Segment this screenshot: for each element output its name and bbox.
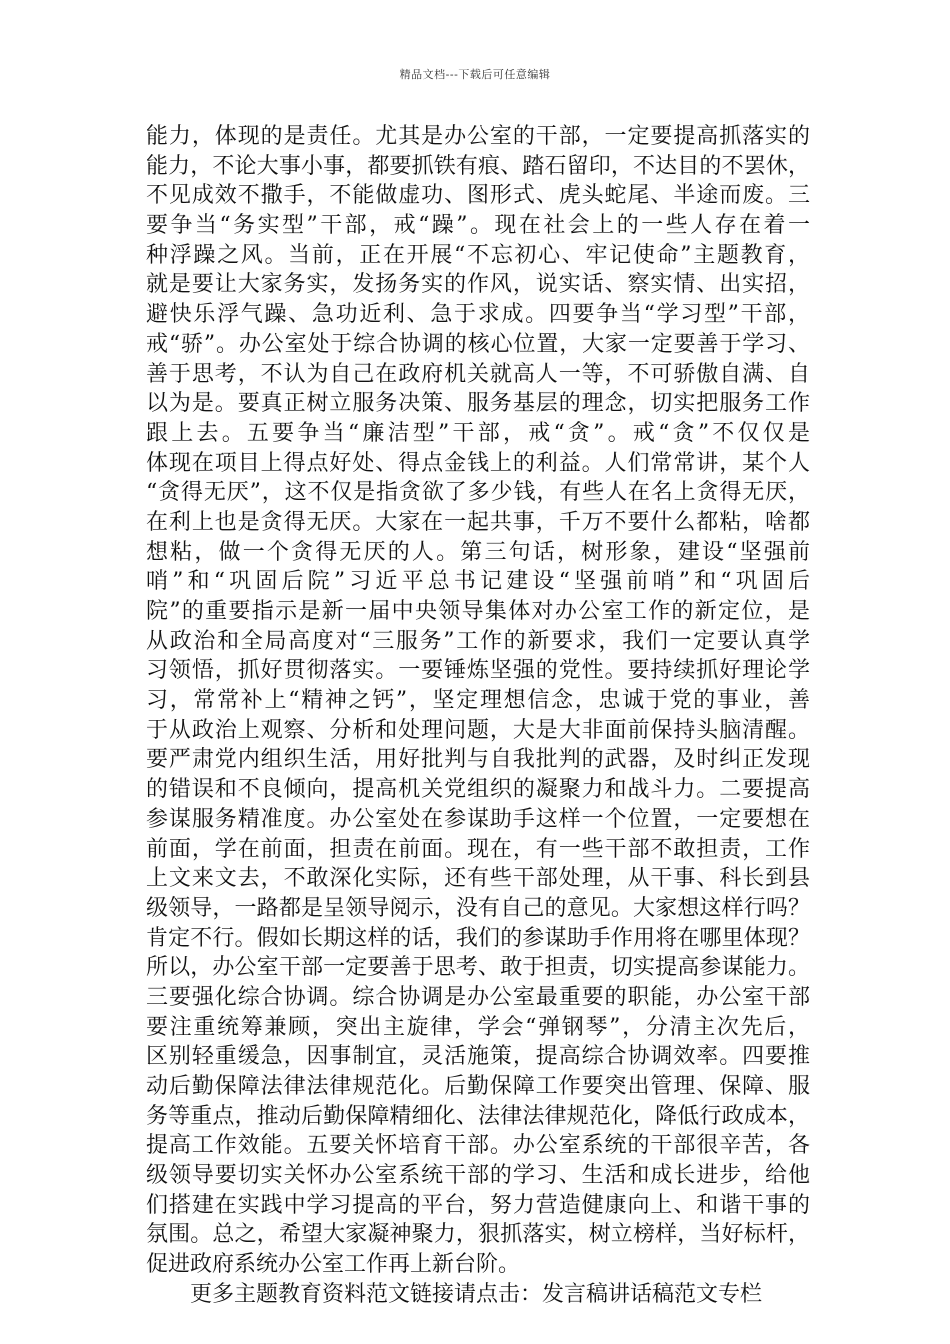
body-line: 不见成效不撒手，不能做虚功、图形式、虎头蛇尾、半途而废。三 — [146, 183, 810, 209]
page-header: 精品文档---下载后可任意编辑 — [399, 68, 551, 81]
body-line: 习领悟，抓好贯彻落实。一要锤炼坚强的党性。要持续抓好理论学 — [146, 658, 810, 684]
footer-link-line: 更多主题教育资料范文链接请点击：发言稿讲话稿范文专栏 — [190, 1281, 763, 1307]
body-line: 于从政治上观察、分析和处理问题，大是大非面前保持头脑清醒。 — [146, 717, 810, 743]
body-line: 参谋服务精准度。办公室处在参谋助手这样一个位置，一定要想在 — [146, 806, 810, 832]
body-line: 务等重点，推动后勤保障精细化、法律法律规范化，降低行政成本， — [146, 1103, 810, 1129]
body-line: 以为是。要真正树立服务决策、服务基层的理念，切实把服务工作 — [146, 391, 810, 417]
body-line: 院”的重要指示是新一届中央领导集体对办公室工作的新定位，是 — [146, 599, 810, 624]
body-line: 三要强化综合协调。综合协调是办公室最重要的职能，办公室干部 — [146, 984, 810, 1010]
body-line: 就是要让大家务实，发扬务实的作风，说实话、察实情、出实招， — [146, 272, 810, 298]
body-line: 习，常常补上“精神之钙”，坚定理想信念，忠诚于党的事业，善 — [146, 688, 810, 714]
body-line: 想粘，做一个贪得无厌的人。第三句话，树形象，建设“坚强前 — [146, 539, 810, 565]
body-line: 所以，办公室干部一定要善于思考、敢于担责，切实提高参谋能力。 — [146, 955, 810, 981]
body-line: 避快乐浮气躁、急功近利、急于求成。四要争当“学习型”干部， — [146, 302, 810, 328]
body-line: 们搭建在实践中学习提高的平台，努力营造健康向上、和谐干事的 — [146, 1192, 810, 1218]
body-line: 体现在项目上得点好处、得点金钱上的利益。人们常常讲，某个人 — [146, 450, 810, 476]
body-line: 肯定不行。假如长期这样的话，我们的参谋助手作用将在哪里体现？ — [146, 925, 810, 951]
body-line: 能力，不论大事小事，都要抓铁有痕、踏石留印，不达目的不罢休， — [146, 153, 810, 179]
body-line: 要争当“务实型”干部，戒“躁”。现在社会上的一些人存在着一 — [146, 213, 810, 239]
body-line: 要注重统筹兼顾，突出主旋律，学会“弹钢琴”，分清主次先后， — [146, 1014, 810, 1040]
body-line: 戒“骄”。办公室处于综合协调的核心位置，大家一定要善于学习、 — [146, 331, 810, 357]
body-line: “贪得无厌”，这不仅是指贪欲了多少钱，有些人在名上贪得无厌， — [146, 480, 810, 506]
document-body — [146, 122, 810, 1310]
body-line: 前面，学在前面，担责在前面。现在，有一些干部不敢担责，工作 — [146, 836, 810, 862]
body-line: 动后勤保障法律法律规范化。后勤保障工作要突出管理、保障、服 — [146, 1074, 810, 1099]
body-line: 能力，体现的是责任。尤其是办公室的干部，一定要提高抓落实的 — [146, 124, 810, 149]
body-line: 善于思考，不认为自己在政府机关就高人一等，不可骄傲自满、自 — [146, 361, 810, 387]
body-line: 从政治和全局高度对“三服务”工作的新要求，我们一定要认真学 — [146, 628, 810, 654]
body-line: 级领导要切实关怀办公室系统干部的学习、生活和成长进步，给他 — [146, 1163, 810, 1189]
body-line: 促进政府系统办公室工作再上新台阶。 — [146, 1252, 521, 1278]
body-line: 区别轻重缓急，因事制宜，灵活施策，提高综合协调效率。四要推 — [146, 1044, 810, 1070]
body-line: 提高工作效能。五要关怀培育干部。办公室系统的干部很辛苦，各 — [146, 1133, 810, 1159]
body-line: 要严肃党内组织生活，用好批判与自我批判的武器，及时纠正发现 — [146, 747, 810, 773]
body-line: 哨”和“巩固后院”习近平总书记建设“坚强前哨”和“巩固后 — [146, 569, 810, 595]
body-line: 上文来文去，不敢深化实际，还有些干部处理，从干事、科长到县 — [146, 866, 810, 892]
body-line: 氛围。总之，希望大家凝神聚力，狠抓落实，树立榜样，当好标杆， — [146, 1222, 810, 1248]
body-line: 跟上去。五要争当“廉洁型”干部，戒“贪”。戒“贪”不仅仅是 — [146, 420, 810, 446]
body-line: 级领导，一路都是呈领导阅示，没有自己的意见。大家想这样行吗？ — [146, 895, 810, 921]
body-line: 在利上也是贪得无厌。大家在一起共事，千万不要什么都粘，啥都 — [146, 509, 810, 535]
body-line: 的错误和不良倾向，提高机关党组织的凝聚力和战斗力。二要提高 — [146, 777, 810, 803]
body-line: 种浮躁之风。当前，正在开展“不忘初心、牢记使命”主题教育， — [146, 242, 810, 268]
